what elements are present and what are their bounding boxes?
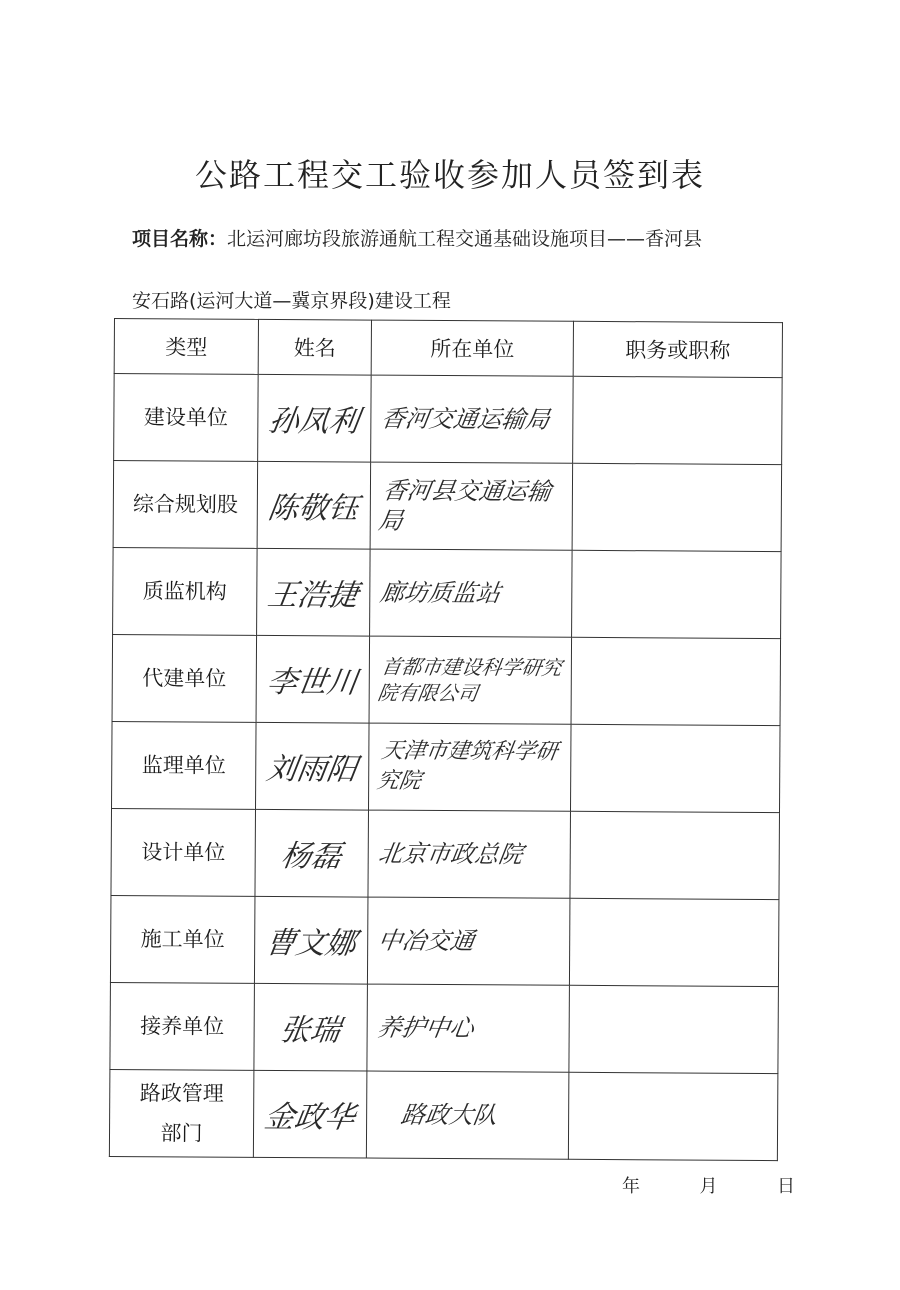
unit-cell [368, 723, 571, 811]
table-row [112, 721, 781, 812]
position-cell [569, 985, 779, 1073]
handwritten-name: 陈敬钰 [265, 490, 361, 527]
handwritten-unit: 养护中心 [375, 1013, 476, 1043]
type-cell: 监理单位 [112, 721, 257, 809]
table-row [111, 808, 780, 899]
date-day: 日 [776, 1176, 795, 1197]
position-cell [572, 550, 782, 638]
table-row [114, 374, 783, 465]
header-name: 姓名 [258, 319, 371, 375]
signature-name-cell [255, 809, 369, 897]
position-cell [573, 376, 783, 464]
table-header-row [114, 319, 782, 378]
signature-name-cell [256, 722, 370, 810]
type-cell: 接养单位 [110, 982, 255, 1070]
unit-cell [371, 375, 574, 463]
attendee-table [109, 318, 783, 1161]
type-cell: 设计单位 [111, 808, 256, 896]
handwritten-unit: 香河县交通运输局 [376, 476, 554, 535]
signature-name-cell [254, 983, 368, 1071]
date-line [622, 1172, 795, 1198]
type-cell: 施工单位 [110, 895, 255, 983]
handwritten-unit: 香河交通运输局 [379, 404, 552, 434]
table-row [112, 634, 781, 725]
project-name-line-1 [132, 224, 702, 251]
project-name-text-1: 北运河廊坊段旅游通航工程交通基础设施项目——香河县 [227, 228, 703, 250]
signature-name-cell [257, 461, 371, 549]
unit-cell [367, 897, 570, 985]
handwritten-unit: 路政大队 [399, 1100, 500, 1130]
header-type: 类型 [114, 319, 258, 375]
project-name-line-2: 安石路(运河大道—冀京界段)建设工程 [132, 290, 451, 312]
handwritten-name: 王浩捷 [265, 577, 361, 614]
type-cell-line-1: 路政管理 [139, 1081, 224, 1106]
handwritten-name: 刘雨阳 [264, 751, 360, 788]
handwritten-name: 李世川 [264, 664, 360, 701]
project-name-label: 项目名称： [132, 228, 228, 250]
unit-cell [370, 462, 573, 550]
handwritten-unit: 首都市建设科学研究院有限公司 [376, 654, 564, 706]
table-row [109, 1069, 778, 1160]
unit-cell [368, 810, 571, 898]
header-position: 职务或职称 [573, 321, 782, 377]
unit-cell [370, 549, 573, 637]
position-cell [570, 724, 780, 812]
signature-name-cell [253, 1070, 367, 1158]
table-row [110, 982, 779, 1073]
header-unit: 所在单位 [371, 320, 573, 376]
unit-cell [367, 984, 570, 1072]
position-cell [570, 811, 780, 899]
position-cell [568, 1072, 778, 1160]
handwritten-name: 金政华 [262, 1099, 358, 1136]
unit-cell [366, 1071, 569, 1159]
type-cell: 代建单位 [112, 634, 257, 722]
table-row [113, 461, 782, 552]
table-row [113, 547, 782, 638]
handwritten-name: 张瑞 [277, 1013, 343, 1049]
signature-name-cell [254, 896, 368, 984]
date-year: 年 [622, 1176, 640, 1197]
table-row [110, 895, 779, 986]
position-cell [571, 637, 781, 725]
date-month: 月 [699, 1176, 718, 1197]
handwritten-unit: 廊坊质监站 [378, 578, 503, 608]
position-cell [572, 463, 782, 551]
position-cell [569, 898, 779, 986]
type-cell: 质监机构 [113, 547, 258, 635]
handwritten-name: 孙凤利 [266, 403, 362, 440]
type-cell: 综合规划股 [113, 461, 258, 549]
signature-name-cell [257, 548, 371, 636]
signature-name-cell [256, 635, 370, 723]
handwritten-unit: 北京市政总院 [376, 839, 525, 869]
type-cell-line-2: 部门 [160, 1121, 203, 1146]
signature-name-cell [258, 374, 372, 462]
unit-cell [369, 636, 572, 724]
handwritten-name: 曹文娜 [263, 925, 359, 962]
type-cell: 建设单位 [114, 374, 259, 462]
handwritten-name: 杨磊 [278, 839, 344, 875]
handwritten-unit: 中冶交通 [376, 926, 477, 956]
handwritten-unit: 天津市建筑科学研究院 [375, 738, 560, 794]
type-cell [109, 1069, 254, 1157]
document-title: 公路工程交工验收参加人员签到表 [194, 156, 705, 194]
